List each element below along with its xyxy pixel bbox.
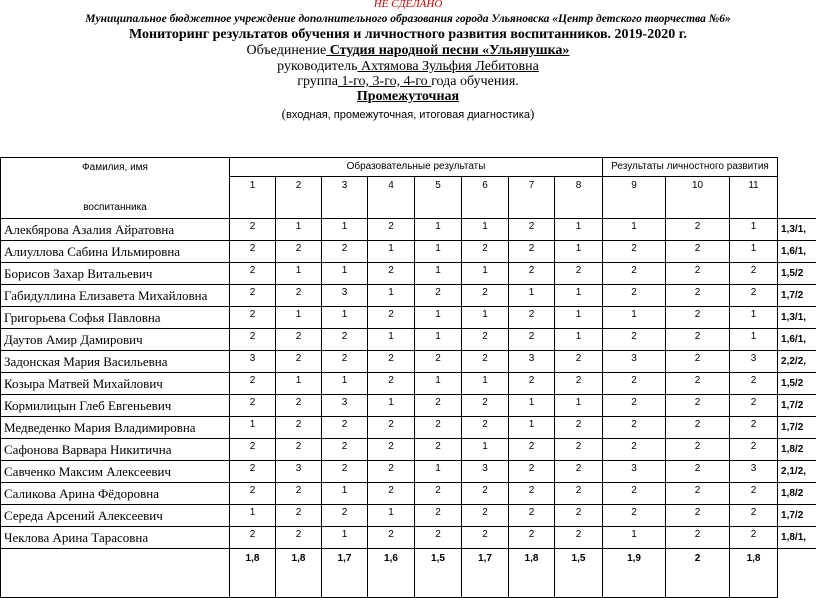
average-cell: 1,7 [462,549,509,598]
score-cell: 2 [322,329,368,351]
student-name: Кормилицын Глеб Евгеньевич [1,395,230,417]
student-name: Григорьева Софья Павловна [1,307,230,329]
summary-cell: 1,8/2 [778,483,816,505]
average-cell: 2 [666,549,730,598]
score-cell: 2 [230,461,276,483]
score-cell: 1 [276,219,322,241]
table-row [1,395,816,417]
score-cell: 2 [230,241,276,263]
table-row [1,241,816,263]
score-cell: 2 [666,219,730,241]
score-cell: 2 [322,417,368,439]
student-name: Задонская Мария Васильевна [1,351,230,373]
score-cell: 2 [509,439,555,461]
score-cell: 2 [230,263,276,285]
score-cell: 2 [415,285,462,307]
score-cell: 2 [509,373,555,395]
score-cell: 2 [603,373,666,395]
score-cell: 1 [415,219,462,241]
student-name: Чеклова Арина Тарасовна [1,527,230,549]
column-number: 7 [509,176,555,218]
score-cell: 2 [603,285,666,307]
score-cell: 2 [509,219,555,241]
score-cell: 2 [462,285,509,307]
average-cell: 1,8 [509,549,555,598]
summary-cell: 1,7/2 [778,395,816,417]
name-column-header: Фамилия, имя воспитанника [1,158,230,219]
score-cell: 2 [368,439,415,461]
score-cell: 1 [555,329,603,351]
score-cell: 2 [415,483,462,505]
page-title: Мониторинг результатов обучения и личностного развития воспитанников. 2019-2020 г. [0,27,816,43]
average-cell: 1,6 [368,549,415,598]
score-cell: 2 [368,527,415,549]
score-cell: 2 [230,219,276,241]
not-done-note: НЕ СДЕЛАНО [0,0,816,10]
score-cell: 2 [368,263,415,285]
score-cell: 1 [322,263,368,285]
score-cell: 3 [322,285,368,307]
score-cell: 2 [462,241,509,263]
score-cell: 1 [368,241,415,263]
score-cell: 2 [230,395,276,417]
score-cell: 1 [509,417,555,439]
summary-column-header [778,158,816,219]
score-cell: 2 [462,505,509,527]
leader-label: руководитель [277,59,357,74]
score-cell: 1 [555,219,603,241]
column-number: 3 [322,176,368,218]
score-cell: 2 [603,483,666,505]
table-row [1,307,816,329]
score-cell: 2 [666,461,730,483]
score-cell: 1 [322,307,368,329]
score-cell: 1 [415,373,462,395]
score-cell: 2 [555,483,603,505]
association-name: Студия народной песни «Ульянушка» [326,43,569,58]
score-cell: 2 [603,329,666,351]
score-cell: 2 [666,285,730,307]
score-cell: 2 [276,483,322,505]
table-row [1,505,816,527]
student-name: Габидуллина Елизавета Михайловна [1,285,230,307]
averages-summary-cell [778,549,816,598]
score-cell: 1 [322,373,368,395]
score-cell: 2 [276,241,322,263]
score-cell: 2 [730,285,778,307]
averages-row [1,549,816,598]
score-cell: 1 [462,373,509,395]
score-cell: 1 [368,395,415,417]
score-cell: 1 [603,219,666,241]
score-cell: 1 [555,285,603,307]
score-cell: 1 [555,395,603,417]
score-cell: 2 [509,263,555,285]
score-cell: 2 [415,439,462,461]
table-row [1,439,816,461]
score-cell: 2 [368,417,415,439]
table-row [1,483,816,505]
institution-name: Муниципальное бюджетное учреждение дополнительного образования города Ульяновска «Центр детского творчества №6» [0,13,816,25]
score-cell: 2 [603,505,666,527]
score-cell: 1 [555,241,603,263]
score-cell: 2 [276,329,322,351]
score-cell: 2 [555,439,603,461]
summary-cell: 1,3/1, [778,307,816,329]
score-cell: 2 [555,527,603,549]
score-cell: 1 [368,329,415,351]
score-cell: 2 [415,351,462,373]
score-cell: 2 [603,241,666,263]
summary-cell: 1,6/1, [778,329,816,351]
score-cell: 2 [322,439,368,461]
column-number: 1 [230,176,276,218]
score-cell: 1 [415,307,462,329]
personal-results-header: Результаты личностного развития [603,158,778,177]
leader-name: Ахтямова Зульфия Лебитовна [357,59,538,74]
score-cell: 3 [603,351,666,373]
score-cell: 1 [415,263,462,285]
score-cell: 2 [462,395,509,417]
table-row [1,329,816,351]
score-cell: 2 [230,373,276,395]
score-cell: 1 [462,263,509,285]
score-cell: 1 [322,483,368,505]
score-cell: 2 [462,483,509,505]
table-row [1,373,816,395]
score-cell: 1 [730,219,778,241]
table-row [1,417,816,439]
score-cell: 2 [415,395,462,417]
summary-cell: 1,6/1, [778,241,816,263]
score-cell: 1 [730,241,778,263]
score-cell: 2 [276,505,322,527]
educational-results-header: Образовательные результаты [230,158,603,177]
score-cell: 2 [666,241,730,263]
score-cell: 2 [666,373,730,395]
score-cell: 1 [730,307,778,329]
average-cell: 1,5 [415,549,462,598]
summary-cell: 1,7/2 [778,505,816,527]
score-cell: 2 [230,329,276,351]
score-cell: 2 [462,417,509,439]
column-number: 5 [415,176,462,218]
score-cell: 2 [603,417,666,439]
student-name: Борисов Захар Витальевич [1,263,230,285]
score-cell: 2 [666,263,730,285]
score-cell: 2 [555,263,603,285]
score-cell: 2 [415,527,462,549]
score-cell: 1 [230,417,276,439]
score-cell: 1 [730,329,778,351]
score-cell: 3 [276,461,322,483]
monitoring-table [0,157,816,598]
average-cell: 1,8 [276,549,322,598]
score-cell: 2 [368,307,415,329]
score-cell: 1 [603,527,666,549]
score-cell: 2 [730,417,778,439]
score-cell: 2 [555,351,603,373]
averages-label-cell [1,549,230,598]
average-cell: 1,9 [603,549,666,598]
column-number: 6 [462,176,509,218]
summary-cell: 1,8/2 [778,439,816,461]
score-cell: 3 [462,461,509,483]
score-cell: 2 [666,351,730,373]
score-cell: 2 [415,417,462,439]
score-cell: 3 [509,351,555,373]
average-cell: 1,7 [322,549,368,598]
score-cell: 2 [322,461,368,483]
score-cell: 2 [666,307,730,329]
score-cell: 2 [730,527,778,549]
diagnostics-note: (входная, промежуточная, итоговая диагностика) [0,106,816,122]
score-cell: 1 [555,307,603,329]
score-cell: 2 [230,527,276,549]
diagnostics-text: входная, промежуточная, итоговая диагностика [286,109,530,121]
score-cell: 1 [368,285,415,307]
student-name: Середа Арсений Алексеевич [1,505,230,527]
score-cell: 2 [509,483,555,505]
score-cell: 1 [276,373,322,395]
score-cell: 2 [368,373,415,395]
student-name: Козыра Матвей Михайлович [1,373,230,395]
group-label: группа [297,74,338,89]
table-row [1,285,816,307]
score-cell: 2 [730,395,778,417]
score-cell: 2 [509,461,555,483]
summary-cell: 1,7/2 [778,285,816,307]
table-row [1,263,816,285]
group-line [0,74,816,90]
score-cell: 2 [603,439,666,461]
score-cell: 2 [603,395,666,417]
score-cell: 2 [730,373,778,395]
score-cell: 2 [462,329,509,351]
group-suffix: года обучения. [431,74,519,89]
summary-cell: 1,7/2 [778,417,816,439]
score-cell: 2 [230,307,276,329]
score-cell: 2 [368,483,415,505]
table-row [1,219,816,241]
score-cell: 2 [666,505,730,527]
table-row [1,527,816,549]
score-cell: 2 [462,527,509,549]
score-cell: 2 [603,263,666,285]
column-number: 4 [368,176,415,218]
score-cell: 1 [276,263,322,285]
score-cell: 2 [322,241,368,263]
score-cell: 2 [415,505,462,527]
score-cell: 2 [666,483,730,505]
score-cell: 2 [230,483,276,505]
score-cell: 3 [322,395,368,417]
column-number: 11 [730,176,778,218]
column-number: 9 [603,176,666,218]
score-cell: 2 [666,417,730,439]
score-cell: 2 [509,505,555,527]
score-cell: 2 [730,439,778,461]
score-cell: 2 [555,505,603,527]
summary-cell: 2,1/2, [778,461,816,483]
leader-line [0,59,816,75]
association-label: Объединение [247,43,327,58]
score-cell: 2 [276,417,322,439]
student-name: Савченко Максим Алексеевич [1,461,230,483]
score-cell: 2 [730,483,778,505]
student-name: Саликова Арина Фёдоровна [1,483,230,505]
score-cell: 1 [415,241,462,263]
table-row [1,461,816,483]
score-cell: 2 [509,241,555,263]
student-name: Алиуллова Сабина Ильмировна [1,241,230,263]
score-cell: 3 [730,351,778,373]
student-name: Даутов Амир Дамирович [1,329,230,351]
diagnostic-stage: Промежуточная [0,89,816,105]
average-cell: 1,8 [230,549,276,598]
score-cell: 2 [666,439,730,461]
score-cell: 2 [322,351,368,373]
score-cell: 2 [276,351,322,373]
column-number: 2 [276,176,322,218]
group-value: 1-го, 3-го, 4-го [338,74,431,89]
score-cell: 2 [509,527,555,549]
column-number: 10 [666,176,730,218]
column-number: 8 [555,176,603,218]
score-cell: 2 [509,307,555,329]
student-name: Алекбярова Азалия Айратовна [1,219,230,241]
score-cell: 2 [276,395,322,417]
score-cell: 2 [666,395,730,417]
student-name: Медведенко Мария Владимировна [1,417,230,439]
summary-cell: 2,2/2, [778,351,816,373]
score-cell: 2 [666,329,730,351]
score-cell: 1 [462,219,509,241]
student-rows [1,219,816,598]
score-cell: 2 [462,351,509,373]
score-cell: 2 [368,351,415,373]
score-cell: 1 [415,329,462,351]
average-cell: 1,8 [730,549,778,598]
score-cell: 2 [276,285,322,307]
score-cell: 2 [509,329,555,351]
score-cell: 1 [368,505,415,527]
score-cell: 1 [276,307,322,329]
score-cell: 2 [555,373,603,395]
score-cell: 1 [415,461,462,483]
score-cell: 1 [462,439,509,461]
average-cell: 1,5 [555,549,603,598]
score-cell: 2 [230,285,276,307]
score-cell: 1 [509,285,555,307]
table-row [1,351,816,373]
score-cell: 2 [322,505,368,527]
score-cell: 1 [603,307,666,329]
score-cell: 2 [555,417,603,439]
score-cell: 1 [462,307,509,329]
score-cell: 2 [555,461,603,483]
score-cell: 3 [730,461,778,483]
score-cell: 2 [276,527,322,549]
score-cell: 3 [603,461,666,483]
summary-cell: 1,5/2 [778,373,816,395]
association-line [0,43,816,59]
student-name: Сафонова Варвара Никитична [1,439,230,461]
score-cell: 2 [276,439,322,461]
score-cell: 1 [230,505,276,527]
summary-cell: 1,8/1, [778,527,816,549]
score-cell: 1 [509,395,555,417]
score-cell: 2 [730,263,778,285]
summary-cell: 1,5/2 [778,263,816,285]
score-cell: 2 [368,461,415,483]
score-cell: 1 [322,219,368,241]
score-cell: 2 [666,527,730,549]
score-cell: 1 [322,527,368,549]
score-cell: 2 [230,439,276,461]
summary-cell: 1,3/1, [778,219,816,241]
score-cell: 2 [730,505,778,527]
score-cell: 3 [230,351,276,373]
score-cell: 2 [368,219,415,241]
